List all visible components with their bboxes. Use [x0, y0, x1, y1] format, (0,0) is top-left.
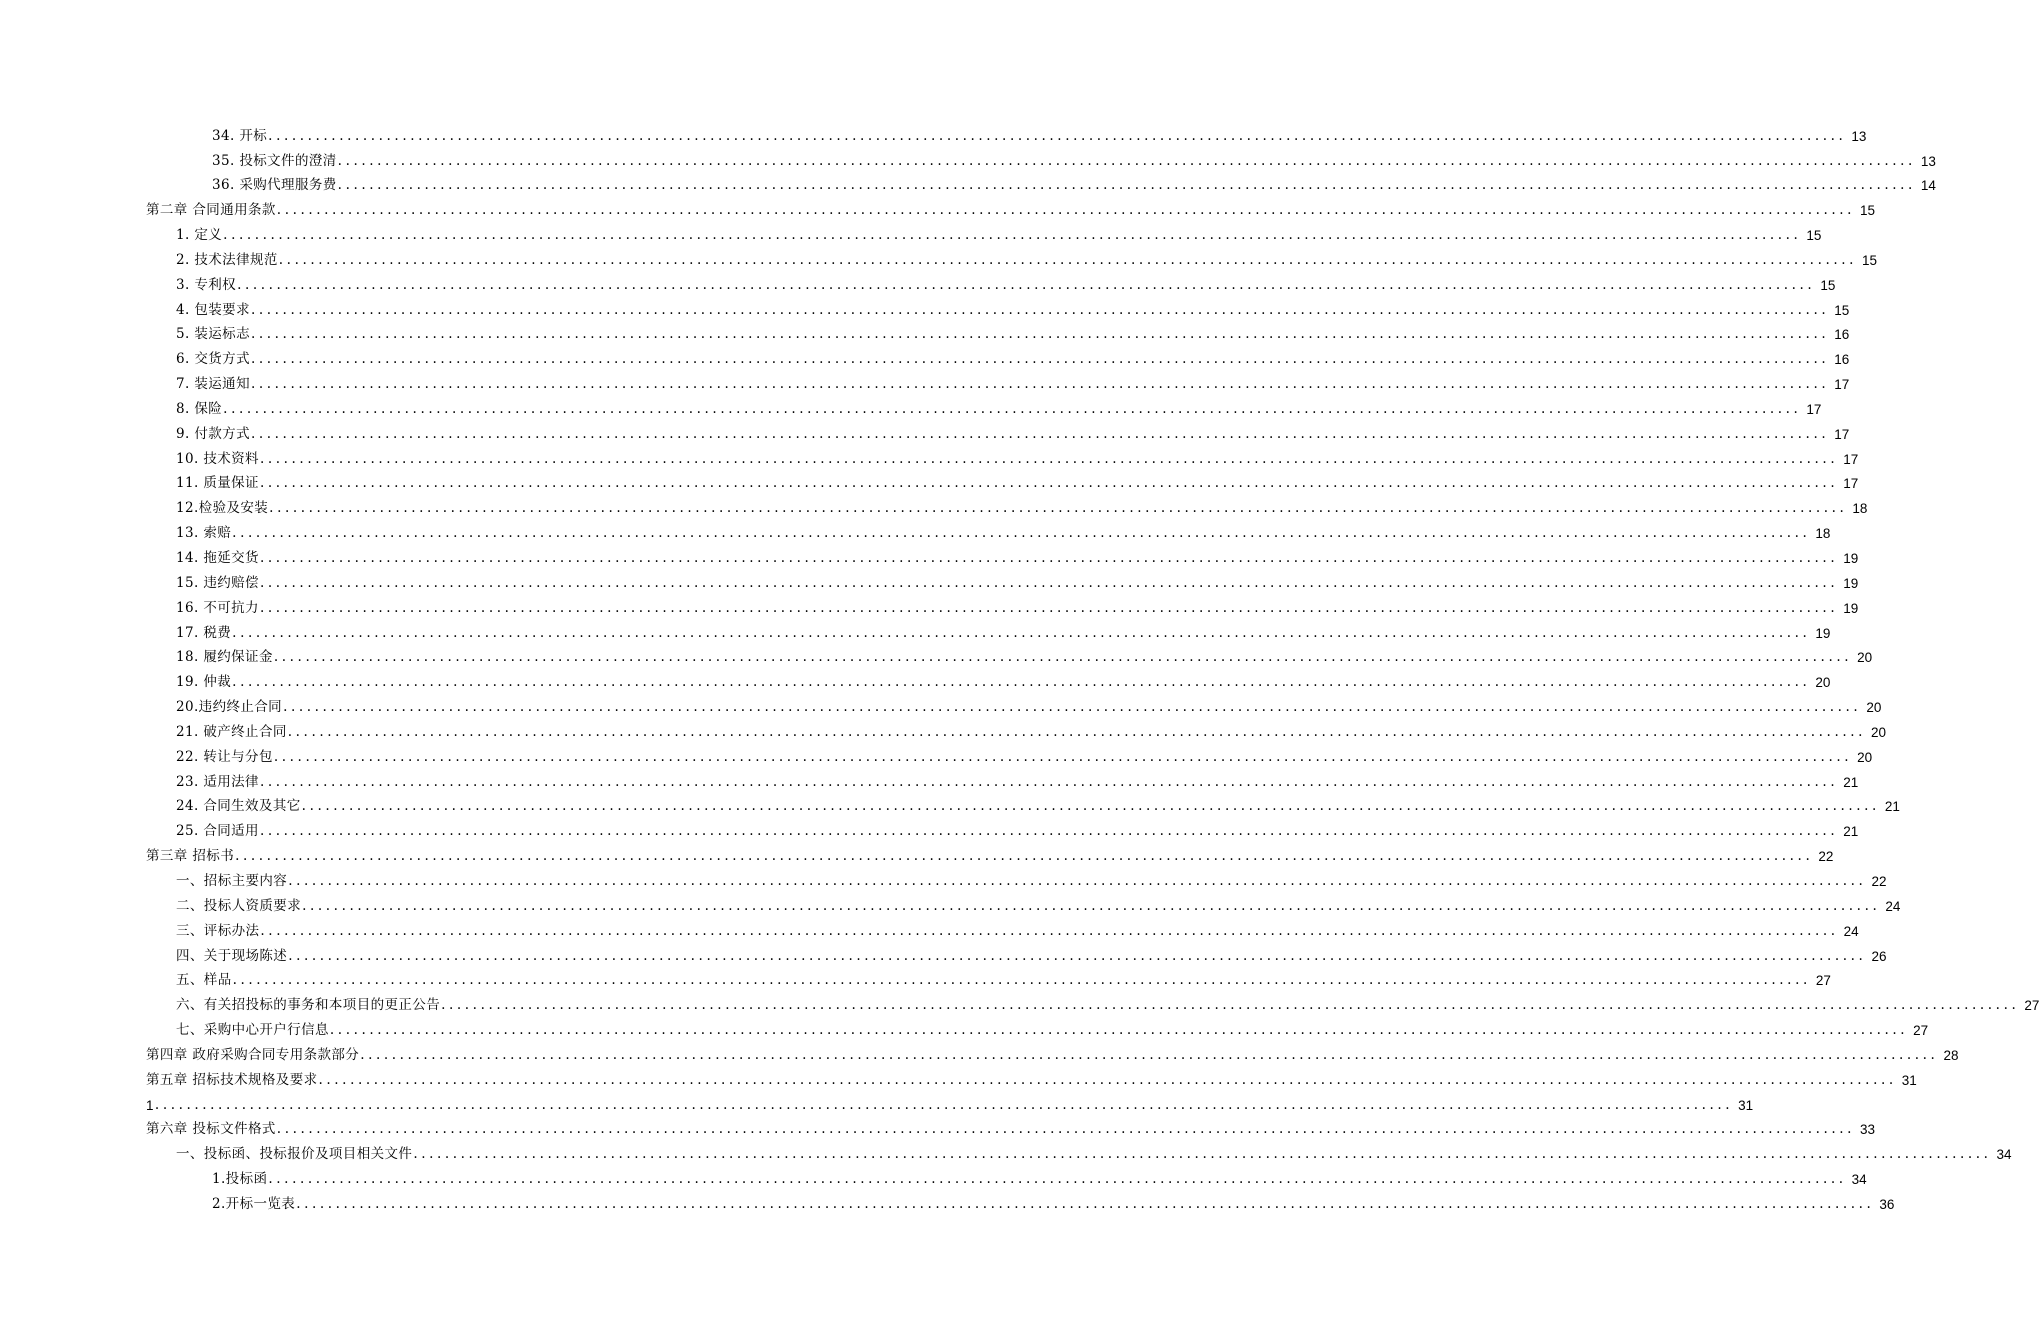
toc-leader-dots: ........................................................................................................................................................................................................: [223, 227, 1802, 244]
toc-entry-label: 18. 履约保证金: [176, 649, 273, 666]
toc-leader-dots: ........................................................................................................................................................................................................: [235, 848, 1814, 865]
toc-entry[interactable]: [0, 596, 1859, 621]
toc-leader-dots: ........................................................................................................................................................................................................: [259, 823, 1839, 840]
toc-leader-dots: ........................................................................................................................................................................................................: [232, 525, 1811, 542]
toc-page-number: 24: [1843, 923, 1859, 939]
toc-entry[interactable]: [0, 695, 1882, 720]
toc-leader-dots: ........................................................................................................................................................................................................: [276, 1121, 1856, 1138]
toc-entry-label: 35. 投标文件的澄清: [212, 152, 337, 169]
toc-entry-label: 1. 定义: [176, 227, 223, 244]
toc-leader-dots: ........................................................................................................................................................................................................: [232, 624, 1811, 641]
toc-leader-dots: ........................................................................................................................................................................................................: [232, 972, 1811, 989]
toc-page-number: 17: [1834, 377, 1850, 393]
toc-leader-dots: ........................................................................................................................................................................................................: [269, 500, 1848, 517]
toc-leader-dots: ........................................................................................................................................................................................................: [259, 773, 1839, 790]
toc-entry-label: 第二章 合同通用条款: [146, 202, 276, 219]
toc-leader-dots: ........................................................................................................................................................................................................: [283, 699, 1862, 716]
toc-page-number: 17: [1834, 426, 1850, 442]
toc-leader-dots: ........................................................................................................................................................................................................: [154, 1096, 1734, 1113]
toc-entry-label: 34. 开标: [212, 127, 268, 144]
toc-entry[interactable]: [0, 149, 1936, 174]
toc-page-number: 22: [1818, 849, 1834, 865]
toc-entry[interactable]: [0, 1143, 2012, 1168]
toc-leader-dots: ........................................................................................................................................................................................................: [360, 1046, 1939, 1063]
toc-entry-label: 24. 合同生效及其它: [176, 798, 301, 815]
toc-leader-dots: ........................................................................................................................................................................................................: [441, 997, 2020, 1014]
toc-page-number: 20: [1857, 749, 1873, 765]
toc-leader-dots: ........................................................................................................................................................................................................: [278, 251, 1858, 268]
toc-page-number: 21: [1884, 799, 1900, 815]
toc-entry[interactable]: [0, 944, 1887, 969]
toc-page-number: 19: [1843, 551, 1859, 567]
toc-entry-label: 22. 转让与分包: [176, 748, 273, 765]
toc-leader-dots: ........................................................................................................................................................................................................: [276, 202, 1856, 219]
toc-entry[interactable]: [0, 994, 2039, 1019]
toc-entry-label: 23. 适用法律: [176, 773, 259, 790]
toc-entry[interactable]: [0, 273, 1836, 298]
toc-entry-label: 第六章 投标文件格式: [146, 1121, 276, 1138]
toc-entry[interactable]: [0, 894, 1901, 919]
toc-leader-dots: ........................................................................................................................................................................................................: [302, 897, 1881, 914]
toc-entry-label: 8. 保险: [176, 400, 223, 417]
toc-leader-dots: ........................................................................................................................................................................................................: [250, 326, 1830, 343]
toc-leader-dots: ........................................................................................................................................................................................................: [268, 127, 1847, 144]
toc-leader-dots: ........................................................................................................................................................................................................: [287, 723, 1867, 740]
toc-leader-dots: ........................................................................................................................................................................................................: [259, 475, 1839, 492]
toc-entry[interactable]: [0, 795, 1900, 820]
toc-page-number: 21: [1843, 824, 1859, 840]
toc-entry[interactable]: [0, 969, 1831, 994]
toc-entry-label: 15. 违约赔偿: [176, 574, 259, 591]
toc-entry[interactable]: [0, 397, 1822, 422]
toc-page-number: 20: [1857, 650, 1873, 666]
toc-entry[interactable]: [0, 919, 1859, 944]
toc-entry[interactable]: [0, 174, 1936, 199]
toc-page-number: 19: [1843, 575, 1859, 591]
toc-entry-label: 9. 付款方式: [176, 425, 250, 442]
toc-leader-dots: ........................................................................................................................................................................................................: [296, 1195, 1875, 1212]
toc-entry-label: 11. 质量保证: [176, 475, 259, 492]
toc-leader-dots: ........................................................................................................................................................................................................: [337, 177, 1916, 194]
toc-leader-dots: ........................................................................................................................................................................................................: [259, 599, 1839, 616]
toc-page-number: 16: [1834, 352, 1850, 368]
toc-entry-label: 4. 包装要求: [176, 301, 250, 318]
toc-entry-label: 10. 技术资料: [176, 450, 259, 467]
table-of-contents: [0, 124, 2039, 1217]
toc-entry-label: 14. 拖延交货: [176, 550, 259, 567]
toc-page-number: 22: [1871, 873, 1887, 889]
toc-leader-dots: ........................................................................................................................................................................................................: [329, 1022, 1909, 1039]
toc-entry[interactable]: [0, 671, 1831, 696]
toc-entry[interactable]: [0, 472, 1859, 497]
toc-page-number: 31: [1901, 1072, 1917, 1088]
toc-page-number: 16: [1834, 327, 1850, 343]
toc-entry-label: 20.违约终止合同: [176, 699, 283, 716]
toc-entry[interactable]: [0, 720, 1887, 745]
toc-entry[interactable]: [0, 372, 1850, 397]
toc-entry[interactable]: [0, 1018, 1929, 1043]
toc-leader-dots: ........................................................................................................................................................................................................: [259, 550, 1839, 567]
toc-chapter-entry[interactable]: [0, 844, 1834, 869]
toc-entry-label: 13. 索赔: [176, 525, 232, 542]
toc-leader-dots: ........................................................................................................................................................................................................: [288, 947, 1867, 964]
toc-page-number: 14: [1920, 178, 1936, 194]
toc-entry[interactable]: [0, 1192, 1895, 1217]
toc-entry-label: 19. 仲裁: [176, 674, 232, 691]
toc-page-number: 17: [1843, 451, 1859, 467]
toc-leader-dots: ........................................................................................................................................................................................................: [250, 351, 1830, 368]
toc-entry-label: 12.检验及安装: [176, 500, 269, 517]
toc-page-number: 27: [1815, 973, 1831, 989]
toc-entry-label: 25. 合同适用: [176, 823, 259, 840]
toc-page-number: 27: [2024, 998, 2039, 1014]
toc-entry-label: 第四章 政府采购合同专用条款部分: [146, 1046, 360, 1063]
toc-entry-label: 6. 交货方式: [176, 351, 250, 368]
toc-entry-label: 2. 技术法律规范: [176, 251, 278, 268]
toc-page-number: 20: [1815, 675, 1831, 691]
toc-leader-dots: ........................................................................................................................................................................................................: [288, 872, 1867, 889]
toc-entry-label: 17. 税费: [176, 624, 232, 641]
toc-leader-dots: ........................................................................................................................................................................................................: [318, 1071, 1897, 1088]
toc-leader-dots: ........................................................................................................................................................................................................: [273, 748, 1853, 765]
toc-entry[interactable]: [0, 323, 1850, 348]
toc-entry-label: 第五章 招标技术规格及要求: [146, 1071, 318, 1088]
toc-entry-label: 3. 专利权: [176, 276, 237, 293]
toc-page-number: 24: [1885, 898, 1901, 914]
toc-page-number: 15: [1806, 228, 1822, 244]
toc-entry[interactable]: [0, 1167, 1867, 1192]
toc-page-number: 15: [1820, 277, 1836, 293]
toc-chapter-entry[interactable]: [0, 199, 1876, 224]
toc-leader-dots: ........................................................................................................................................................................................................: [250, 376, 1830, 393]
toc-page-number: 26: [1871, 948, 1887, 964]
toc-entry[interactable]: [0, 770, 1859, 795]
toc-page-number: 20: [1866, 700, 1882, 716]
toc-page-number: 20: [1871, 724, 1887, 740]
toc-chapter-entry[interactable]: [0, 1043, 1959, 1068]
toc-entry-label: 三、评标办法: [176, 922, 260, 939]
toc-page-number: 17: [1843, 476, 1859, 492]
toc-entry[interactable]: [0, 1093, 1754, 1118]
toc-entry-label: 16. 不可抗力: [176, 599, 259, 616]
toc-leader-dots: ........................................................................................................................................................................................................: [232, 674, 1811, 691]
toc-page-number: 21: [1843, 774, 1859, 790]
toc-leader-dots: ........................................................................................................................................................................................................: [259, 574, 1839, 591]
toc-entry-label: 36. 采购代理服务费: [212, 177, 337, 194]
toc-page-number: 15: [1834, 302, 1850, 318]
toc-entry[interactable]: [0, 124, 1867, 149]
toc-leader-dots: ........................................................................................................................................................................................................: [268, 1171, 1847, 1188]
toc-leader-dots: ........................................................................................................................................................................................................: [250, 425, 1830, 442]
toc-leader-dots: ........................................................................................................................................................................................................: [337, 152, 1916, 169]
toc-leader-dots: ........................................................................................................................................................................................................: [259, 450, 1839, 467]
toc-entry-label: 七、采购中心开户行信息: [176, 1022, 329, 1039]
toc-entry-label: 2.开标一览表: [212, 1195, 296, 1212]
toc-entry[interactable]: [0, 522, 1831, 547]
toc-page-number: 31: [1738, 1097, 1754, 1113]
toc-entry[interactable]: [0, 621, 1831, 646]
toc-entry[interactable]: [0, 497, 1868, 522]
toc-entry-label: 五、样品: [176, 972, 232, 989]
toc-page-number: 33: [1860, 1122, 1876, 1138]
toc-page-number: 15: [1862, 252, 1878, 268]
toc-leader-dots: ........................................................................................................................................................................................................: [273, 649, 1853, 666]
toc-chapter-entry[interactable]: [0, 1068, 1917, 1093]
toc-entry-label: 四、关于现场陈述: [176, 947, 288, 964]
toc-page-number: 28: [1943, 1047, 1959, 1063]
toc-entry-label: 7. 装运通知: [176, 376, 250, 393]
toc-entry[interactable]: [0, 745, 1873, 770]
toc-entry[interactable]: [0, 422, 1850, 447]
toc-entry[interactable]: [0, 298, 1850, 323]
toc-entry-label: 1.投标函: [212, 1171, 268, 1188]
toc-page-number: 18: [1815, 526, 1831, 542]
toc-entry-label: 一、招标主要内容: [176, 872, 288, 889]
toc-entry[interactable]: [0, 348, 1850, 373]
toc-leader-dots: ........................................................................................................................................................................................................: [260, 922, 1839, 939]
toc-leader-dots: ........................................................................................................................................................................................................: [250, 301, 1830, 318]
toc-page-number: 18: [1852, 501, 1868, 517]
toc-page-number: 36: [1879, 1196, 1895, 1212]
toc-entry[interactable]: [0, 223, 1822, 248]
toc-entry[interactable]: [0, 820, 1859, 845]
toc-leader-dots: ........................................................................................................................................................................................................: [223, 400, 1802, 417]
toc-entry[interactable]: [0, 646, 1873, 671]
toc-entry-label: 第三章 招标书: [146, 848, 235, 865]
toc-entry-label: 二、投标人资质要求: [176, 897, 302, 914]
toc-entry[interactable]: [0, 248, 1878, 273]
toc-entry[interactable]: [0, 869, 1887, 894]
toc-page-number: 34: [1996, 1147, 2012, 1163]
toc-entry-label: 1: [146, 1097, 154, 1113]
toc-leader-dots: ........................................................................................................................................................................................................: [413, 1146, 1992, 1163]
toc-entry-label: 一、投标函、投标报价及项目相关文件: [176, 1146, 413, 1163]
toc-entry[interactable]: [0, 571, 1859, 596]
toc-leader-dots: ........................................................................................................................................................................................................: [301, 798, 1880, 815]
toc-entry-label: 21. 破产终止合同: [176, 723, 287, 740]
toc-leader-dots: ........................................................................................................................................................................................................: [237, 276, 1816, 293]
toc-page-number: 13: [1851, 128, 1867, 144]
toc-chapter-entry[interactable]: [0, 1118, 1876, 1143]
toc-page-number: 15: [1860, 203, 1876, 219]
toc-page-number: 34: [1851, 1172, 1867, 1188]
toc-page-number: 17: [1806, 401, 1822, 417]
toc-entry-label: 5. 装运标志: [176, 326, 250, 343]
toc-page-number: 27: [1913, 1023, 1929, 1039]
toc-page-number: 13: [1920, 153, 1936, 169]
toc-page-number: 19: [1815, 625, 1831, 641]
toc-entry-label: 六、有关招投标的事务和本项目的更正公告: [176, 997, 441, 1014]
toc-entry[interactable]: [0, 546, 1859, 571]
toc-entry[interactable]: [0, 447, 1859, 472]
toc-page-number: 19: [1843, 600, 1859, 616]
